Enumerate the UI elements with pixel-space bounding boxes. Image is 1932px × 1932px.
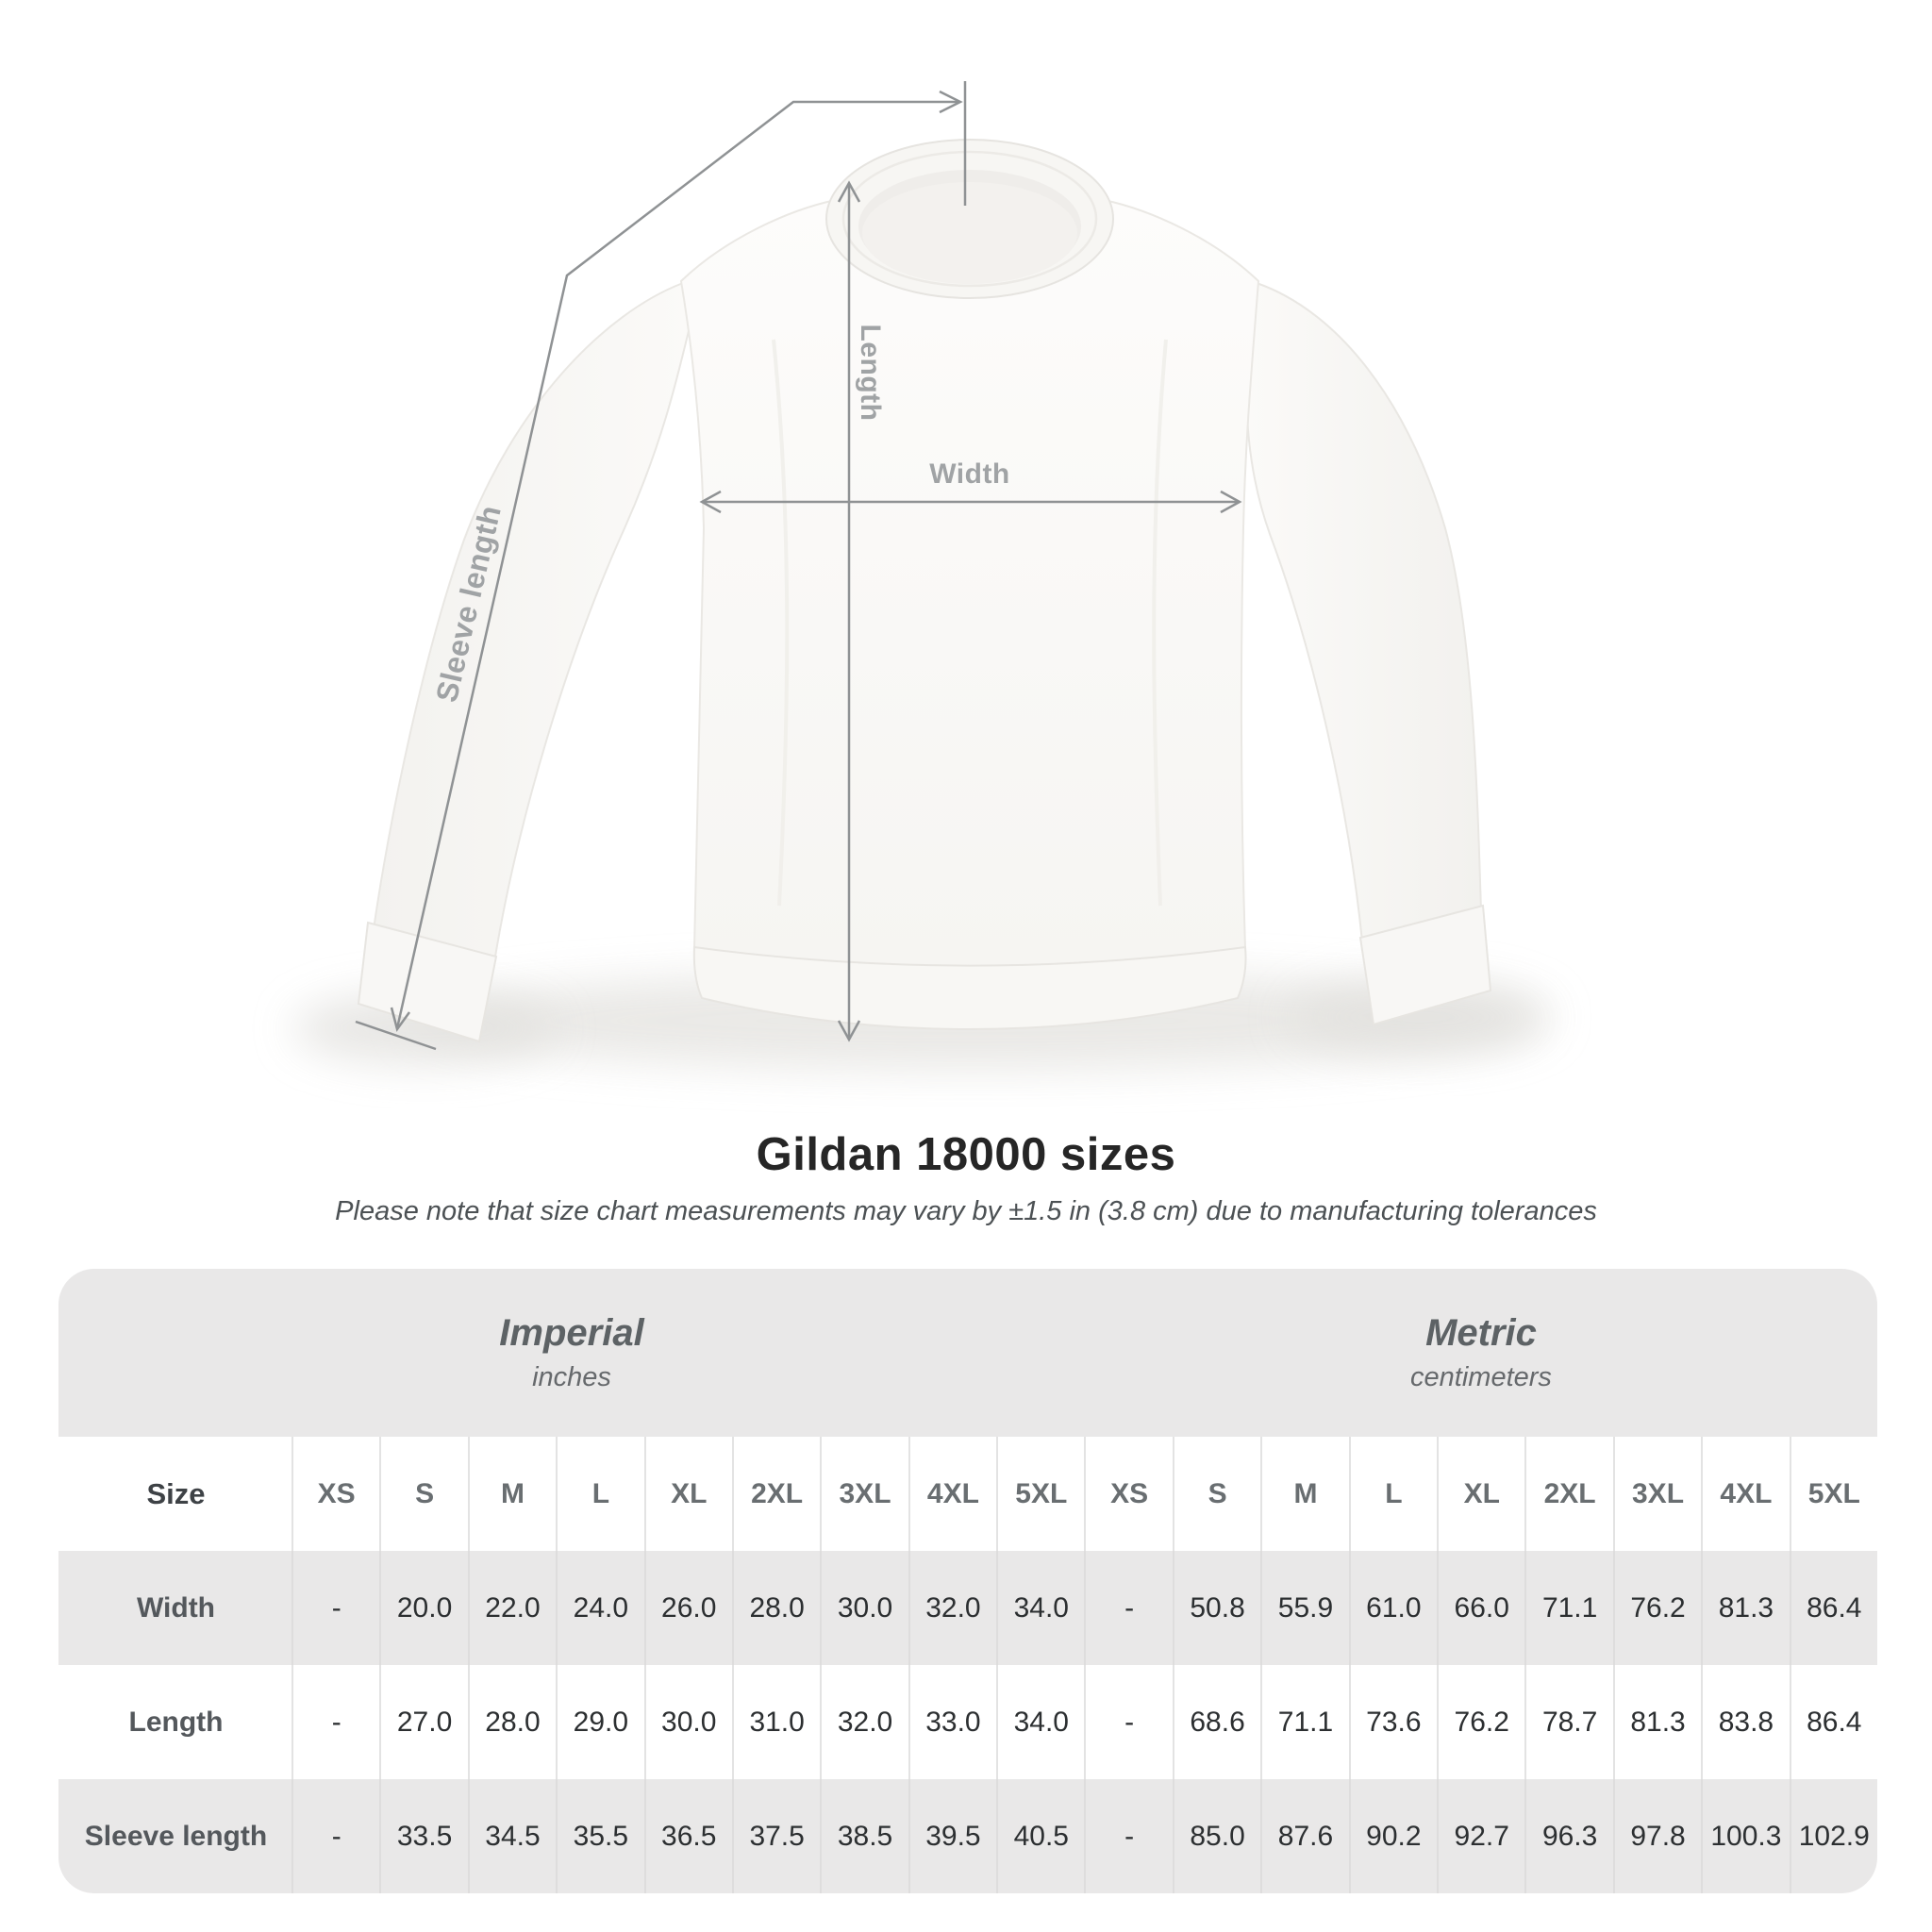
size-header-cell: XS bbox=[1084, 1437, 1172, 1551]
size-header-cell: XL bbox=[644, 1437, 732, 1551]
metric-label: Metric bbox=[1425, 1312, 1537, 1354]
imperial-value-cell: 22.0 bbox=[468, 1551, 556, 1665]
imperial-value-cell: 31.0 bbox=[732, 1665, 820, 1779]
imperial-value-cell: 24.0 bbox=[556, 1551, 643, 1665]
size-header-cell: M bbox=[468, 1437, 556, 1551]
metric-header bbox=[1085, 1269, 1877, 1437]
metric-value-cell: 85.0 bbox=[1173, 1779, 1260, 1893]
imperial-value-cell: 39.5 bbox=[908, 1779, 996, 1893]
imperial-value-cell: 27.0 bbox=[379, 1665, 467, 1779]
page-subtitle: Please note that size chart measurements may vary by ±1.5 in (3.8 cm) due to manufacturing tolerances bbox=[335, 1196, 1597, 1226]
sleeve-length-label: Sleeve length bbox=[429, 502, 508, 706]
heading-block bbox=[0, 1128, 1932, 1227]
size-column-header: Size bbox=[58, 1437, 291, 1551]
metric-value-cell: 97.8 bbox=[1613, 1779, 1701, 1893]
metric-value-cell: 78.7 bbox=[1524, 1665, 1612, 1779]
metric-value-cell: 92.7 bbox=[1437, 1779, 1524, 1893]
imperial-value-cell: 37.5 bbox=[732, 1779, 820, 1893]
imperial-value-cell: 28.0 bbox=[468, 1665, 556, 1779]
size-header-cell: L bbox=[1349, 1437, 1437, 1551]
metric-value-cell: 83.8 bbox=[1701, 1665, 1789, 1779]
metric-value-cell: 55.9 bbox=[1260, 1551, 1348, 1665]
metric-unit-label: centimeters bbox=[1410, 1362, 1552, 1392]
row-label-cell: Sleeve length bbox=[58, 1779, 291, 1893]
width-label: Width bbox=[929, 458, 1010, 490]
metric-value-cell: 81.3 bbox=[1701, 1551, 1789, 1665]
metric-value-cell: 100.3 bbox=[1701, 1779, 1789, 1893]
size-header-cell: 2XL bbox=[1524, 1437, 1612, 1551]
size-header-cell: XL bbox=[1437, 1437, 1524, 1551]
metric-value-cell: - bbox=[1084, 1779, 1172, 1893]
metric-value-cell: - bbox=[1084, 1665, 1172, 1779]
imperial-value-cell: 32.0 bbox=[908, 1551, 996, 1665]
size-header-cell: M bbox=[1260, 1437, 1348, 1551]
page-title: Gildan 18000 sizes bbox=[756, 1129, 1176, 1180]
size-header-cell: 4XL bbox=[908, 1437, 996, 1551]
imperial-value-cell: - bbox=[291, 1779, 379, 1893]
metric-value-cell: 71.1 bbox=[1260, 1665, 1348, 1779]
size-header-cell: 4XL bbox=[1701, 1437, 1789, 1551]
imperial-label: Imperial bbox=[499, 1312, 644, 1354]
imperial-unit-label: inches bbox=[532, 1362, 611, 1392]
imperial-value-cell: 20.0 bbox=[379, 1551, 467, 1665]
size-header-cell: L bbox=[556, 1437, 643, 1551]
metric-value-cell: 61.0 bbox=[1349, 1551, 1437, 1665]
imperial-value-cell: - bbox=[291, 1665, 379, 1779]
row-label-cell: Width bbox=[58, 1551, 291, 1665]
metric-value-cell: 50.8 bbox=[1173, 1551, 1260, 1665]
imperial-value-cell: 40.5 bbox=[996, 1779, 1084, 1893]
metric-value-cell: 96.3 bbox=[1524, 1779, 1612, 1893]
metric-value-cell: 66.0 bbox=[1437, 1551, 1524, 1665]
imperial-value-cell: 28.0 bbox=[732, 1551, 820, 1665]
imperial-value-cell: 38.5 bbox=[820, 1779, 908, 1893]
metric-value-cell: 102.9 bbox=[1790, 1779, 1877, 1893]
metric-value-cell: 76.2 bbox=[1437, 1665, 1524, 1779]
metric-value-cell: 68.6 bbox=[1173, 1665, 1260, 1779]
metric-value-cell: 71.1 bbox=[1524, 1551, 1612, 1665]
length-label: Length bbox=[855, 324, 886, 422]
imperial-value-cell: 36.5 bbox=[644, 1779, 732, 1893]
imperial-value-cell: 32.0 bbox=[820, 1665, 908, 1779]
size-table bbox=[58, 1269, 1877, 1893]
metric-value-cell: 86.4 bbox=[1790, 1551, 1877, 1665]
imperial-value-cell: 34.0 bbox=[996, 1665, 1084, 1779]
size-grid bbox=[58, 1437, 1877, 1893]
imperial-value-cell: 34.5 bbox=[468, 1779, 556, 1893]
metric-value-cell: - bbox=[1084, 1551, 1172, 1665]
metric-value-cell: 73.6 bbox=[1349, 1665, 1437, 1779]
size-header-cell: 2XL bbox=[732, 1437, 820, 1551]
unit-band bbox=[58, 1269, 1877, 1437]
metric-value-cell: 81.3 bbox=[1613, 1665, 1701, 1779]
imperial-value-cell: 26.0 bbox=[644, 1551, 732, 1665]
imperial-value-cell: 30.0 bbox=[820, 1551, 908, 1665]
imperial-value-cell: 33.0 bbox=[908, 1665, 996, 1779]
size-header-cell: XS bbox=[291, 1437, 379, 1551]
metric-value-cell: 90.2 bbox=[1349, 1779, 1437, 1893]
row-label-cell: Length bbox=[58, 1665, 291, 1779]
imperial-value-cell: 30.0 bbox=[644, 1665, 732, 1779]
size-header-cell: 3XL bbox=[820, 1437, 908, 1551]
size-header-cell: 3XL bbox=[1613, 1437, 1701, 1551]
metric-value-cell: 86.4 bbox=[1790, 1665, 1877, 1779]
metric-value-cell: 76.2 bbox=[1613, 1551, 1701, 1665]
imperial-value-cell: 33.5 bbox=[379, 1779, 467, 1893]
size-header-cell: S bbox=[379, 1437, 467, 1551]
imperial-value-cell: - bbox=[291, 1551, 379, 1665]
imperial-value-cell: 29.0 bbox=[556, 1665, 643, 1779]
size-header-cell: S bbox=[1173, 1437, 1260, 1551]
imperial-value-cell: 35.5 bbox=[556, 1779, 643, 1893]
size-header-cell: 5XL bbox=[996, 1437, 1084, 1551]
metric-value-cell: 87.6 bbox=[1260, 1779, 1348, 1893]
imperial-value-cell: 34.0 bbox=[996, 1551, 1084, 1665]
imperial-header bbox=[58, 1269, 1085, 1437]
size-header-cell: 5XL bbox=[1790, 1437, 1877, 1551]
